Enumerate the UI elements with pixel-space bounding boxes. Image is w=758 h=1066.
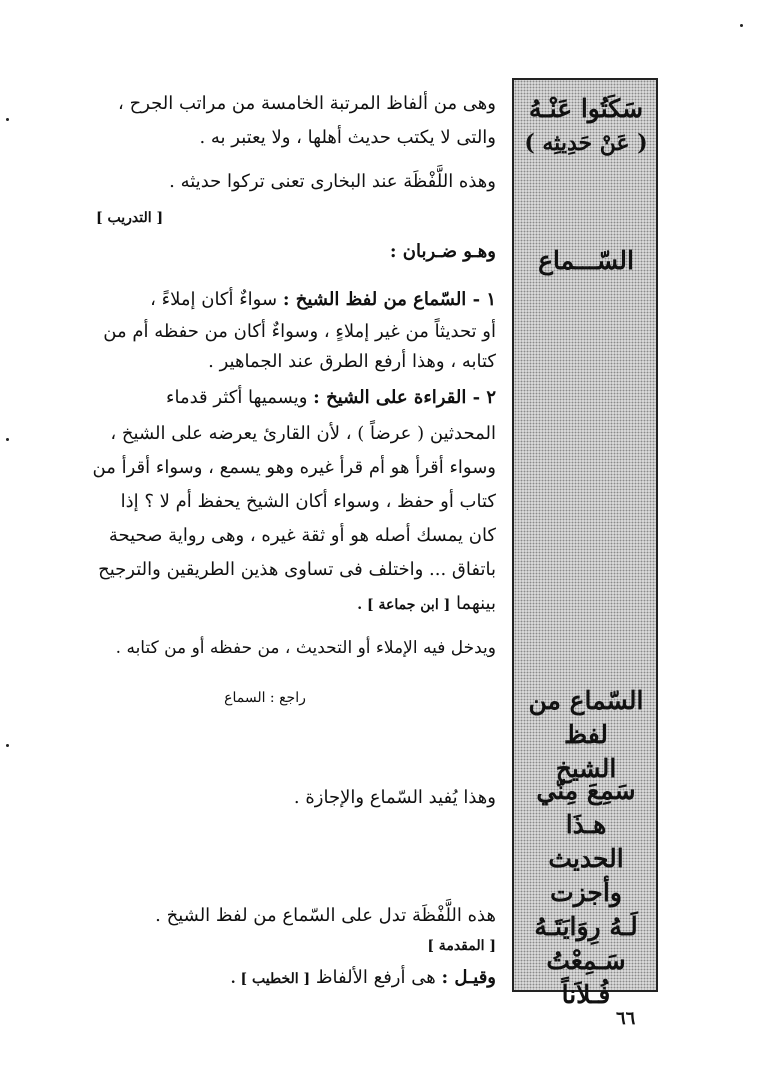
body-line: هذه اللَّفْظَة تدل على السّماع من لفظ الشيخ . xyxy=(155,905,496,926)
headword-group-samia xyxy=(518,774,654,1012)
body-line: كتابه ، وهذا أرفع الطرق عند الجماهير . xyxy=(208,351,496,372)
scan-speck xyxy=(6,744,9,747)
headword-sidebar xyxy=(512,78,658,1009)
body-line: المحدثين ( عرضاً ) ، لأن القارئ يعرضه على الشيخ ، xyxy=(110,423,496,444)
body-text: هى أرفع الألفاظ xyxy=(315,967,436,988)
closing-line: ويدخل فيه الإملاء أو التحديث ، من حفظه أو من كتابه . xyxy=(115,638,496,658)
body-line: كتاب أو حفظ ، وسواء أكان الشيخ يحفظ أم لا ؟ إذا xyxy=(120,491,496,512)
entry-samaa xyxy=(92,236,496,676)
page-number: ٦٦ xyxy=(616,1008,636,1029)
body-line: والتى لا يكتب حديث أهلها ، ولا يعتبر به . xyxy=(199,127,496,148)
headword-line: السّماع من لفظ xyxy=(528,686,644,749)
item-1-label: ١ - السّماع من لفظ الشيخ : xyxy=(282,289,496,310)
scan-speck xyxy=(6,118,9,121)
entry-samia-minni xyxy=(96,782,496,822)
headword-line: السّـــماع xyxy=(538,246,634,275)
scan-speck xyxy=(6,438,9,441)
body-line: وهذه اللَّفْظَة عند البخارى تعنى تركوا حديثه . xyxy=(169,171,496,192)
see-also-note: راجع : السماع xyxy=(224,690,306,706)
headword-line: سَكَتُوا عَنْـهُ xyxy=(528,94,644,123)
body-text: بينهما xyxy=(455,593,496,614)
body-line: كان يمسك أصله هو أو ثقة غيره ، وهى رواية صحيحة xyxy=(108,525,496,546)
headword-line: الشيخ xyxy=(555,754,617,783)
entry-samitu-fulanan xyxy=(96,900,496,1000)
item-2-first-line xyxy=(166,382,496,414)
body-line-with-reference xyxy=(231,962,496,995)
body-line: باتفاق ... واختلف فى تساوى هذين الطريقين والترجيح xyxy=(98,559,496,580)
item-1-text: سواءٌ أكان إملاءً ، xyxy=(150,289,278,310)
headword-line: ( عَنْ حَدِيثِه ) xyxy=(524,130,648,156)
headword-sakatu-anhu xyxy=(518,92,654,160)
headword-line: سَمِعَ مِنّي هـذَا xyxy=(536,776,636,839)
source-reference: [ الخطيب ] . xyxy=(230,971,311,987)
said-label: وقيـل : xyxy=(441,967,496,988)
item-2-label: ٢ - القراءة على الشيخ : xyxy=(313,387,496,408)
entry-sakatu-anhu xyxy=(96,88,496,238)
source-reference: [ التدريب ] xyxy=(96,210,164,226)
headword-line: سَـمِعْتُ فُـلاَناً xyxy=(546,946,626,1009)
item-1-first-line xyxy=(150,284,496,316)
headword-samaa-min-lafz xyxy=(518,684,654,786)
headword-samaa xyxy=(518,244,654,278)
headword-line: الحديث وأجزت xyxy=(548,844,624,907)
body-line-with-reference xyxy=(357,588,496,621)
item-2-text: ويسميها أكثر قدماء xyxy=(166,387,308,408)
source-reference: [ ابن جماعة ] . xyxy=(357,597,451,613)
section-intro: وهـو ضـربان : xyxy=(389,241,496,262)
scan-speck xyxy=(740,24,743,27)
body-line: وهى من ألفاظ المرتبة الخامسة من مراتب الجرح ، xyxy=(118,93,496,114)
body-line: وسواء أقرأ هو أم قرأ غيره وهو يسمع ، وسواء أقرأ من xyxy=(92,457,496,478)
body-line: أو تحديثاً من غير إملاءٍ ، وسواءٌ أكان من حفظه أم من xyxy=(103,321,496,342)
body-line: وهذا يُفيد السّماع والإجازة . xyxy=(293,787,496,808)
headword-line: لَـهُ رِوَايَتَـهُ xyxy=(534,912,638,941)
source-reference: [ المقدمة ] xyxy=(427,938,496,954)
